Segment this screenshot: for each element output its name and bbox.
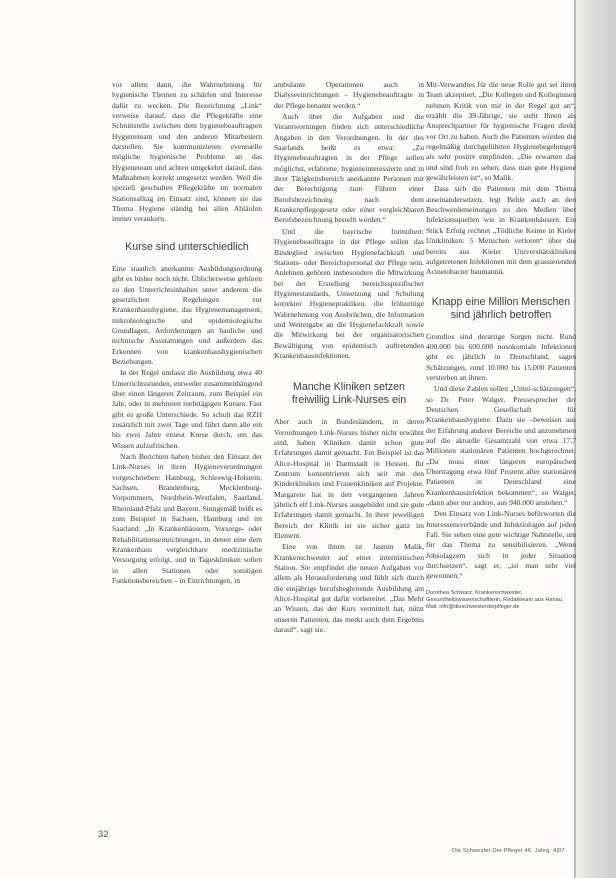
- column-1-paragraph-3: In der Regel umfasst die Ausbildung etwa 40 Unterrichtsstunden, entweder zusammenhängend über einen längeren Zeitraum, zum Beispiel ein Jahr, oder in mehreren mehrtägigen Kursen. Fast gibt es große Unterschiede. So schult das RZH zusätzlich mit zwei Tage und führt dann alle ein bis zwei Jahre erneut Kurse durch, um das Wissen aufzufrischen.: [112, 368, 262, 450]
- scan-edge-shadow: [574, 0, 616, 878]
- running-footer: Die Schwester Der Pfleger 46. Jahrg. 4|07: [452, 848, 565, 854]
- column-2-paragraph-5: Eine von ihnen ist Jasmin Malik, Krankenschwester auf einer internistischen Station. Sie empfindet die neuen Aufgaben vor allem als Herausforderung und fühlt sich durch die einjährige berufsbegleitende Ausbildung am Alice-Hospital gut dafür vorbereitet. „Das Mehr an Wissen, das der Kurs vermittelt hat, nützt unseren Patienten, das merkt auch dem Ergebnis darauf“, sagt sie.: [274, 542, 424, 635]
- column-1-paragraph-1: vor allem dann, die Wahrnehmung für hygienische Themen zu schärfen und Interesse dafür zu wecken. Die Bezeichnung „Link“ verweise darauf, dass die Pflegekräfte eine Schnittstelle zwischen dem hygienebeauftragten Hygieneteam und den anderen Mitarbeitern darstellen. Sie kommunizieren eventuelle mögliche hygienische Probleme an das Hygieneteam und achten umgekehrt darauf, dass Maßnahmen korrekt umgesetzt werden. Weil die speziell geschulten Pflegekräfte im normalen Stationsalltag im Einsatz sind, können sie das Thema Hygiene ständig bei allen Abläufen immer verankern.: [112, 80, 262, 224]
- column-3-paragraph-2: Dass sich die Patienten mit dem Thema auseinandersetzen, legt Behle auch an den Beschwerdemeinungen zu den Medien über Infektionsquellen wie in Krankenhäusern. Ein Stück Erfolg rechnet „Tödliche Keime in Kieler Unikliniken: 5 Menschen verloren“ über die bereits aus Kieler Universitätskliniken aufgetretenen Infektionen mit dem grassierenden Acinetobacter baumannii.: [426, 184, 576, 277]
- section-heading-kliniken: Manche Kliniken setzen freiwillig Link-Nurses ein: [291, 381, 407, 407]
- column-2-paragraph-3: Und die bayrische formuliert: Hygienebeauftragte in der Pflege sollen das Bindeglied zwischen Hygienefachkraft und Stations- oder Bereichspersonal der Pflege sein. Anlehnen gehören insbesondere die Mitwirkung bei der Erstellung bereichsspezifischer Hygienestandards, Umsetzung und Schulung korrekter Hygienepraktiken, die frühzeitige Wahrnehmung von Ausbrüchen, die Information und Weitergabe an die Hygienefachkraft sowie die Mitwirkung bei der organisatorischen Bewältigung von epidemisch auftretenden Krankenhausinfektionen.: [274, 226, 424, 360]
- page-number: 32: [98, 829, 109, 840]
- column-3-paragraph-5: Den Einsatz von Link-Nurses befürworten die Interessensverbände und Infektiologen auf jeden Fall. Sie sehen eine gute wichtige Nahtstelle, um für das Thema zu sensibilisieren. „Wenn Jobsolagzem sich in jeder Situation durchsetzen“, sagt er, „ist man sehr viel gewonnen.“: [426, 509, 576, 581]
- column-2-paragraph-2: Auch über die Aufgaben und die Verantwortungen finden sich unterschiedliche Angaben in den Verordnungen. In der des Saarlands heißt es etwa: „Zu Hygienebeauftragten in der Pflege sollen möglichst, erfahrene, hygieneinteressierte und in ihrer Tätigkeitsbereich anerkannte Personen mit der Berechtigung zum Führen einer Berufsbezeichnung nach dem Krankenpflegegesetz oder einer vergleichbaren Berufsbezeichnung bestellt werden.“: [274, 112, 424, 225]
- column-2-paragraph-4: Aber auch in Bundesländern, in deren Verordnungen Link-Nurses bisher nicht erwähnt sind, haben Kliniken damit schon gute Erfahrungen damit gemacht. Ein Beispiel ist das Alice-Hospital in Darmstadt in Hessen. Ihr Zentrum konzentrieren sich seit mit den Kinderkliniken und Frauenkliniken auf Projekte. Margarete hat in den vergangenen Jahren jährlich elf Link-Nurses ausgebildet und sie gute Erfahrungen damit gemacht. In ihrer jeweiligen Bereich der Klinik ist sie sicher ganz im Element.: [274, 417, 424, 541]
- article-column-2: [274, 80, 424, 637]
- article-column-1: [112, 80, 262, 587]
- column-2-paragraph-1: ambulante Operationen auch in Dialyseeinrichtungen – Hygienebeauftragte in der Pflege benannt werden.“: [274, 80, 424, 110]
- column-1-paragraph-4: Nach Berichten haben bisher den Einsatz der Link-Nurses in ihren Hygieneverordnungen vorgeschrieben: Hamburg, Schleswig-Holstein, Sachsen, Brandenburg, Mecklenburg-Vorpommern, Nordrhein-Westfalen, Saarland, Rheinland-Pfalz und Bayern. Sinngemäß heißt es zum Beispiel in Sachsen, Hamburg und im Saarland: „In Krankenhäusern, Vorsorge- oder Rehabilitationseinrichtungen, in denen eine dem Krankenhaus vergleichbare medizinische Versorgung erfolgt, und in Tageskliniken sollen in allen Stationen oder sonstigen Funktionsbereichen – in Einrichtungen, in: [112, 452, 262, 586]
- section-heading-million: Knapp eine Million Menschen sind jährlich betroffen: [431, 295, 571, 321]
- author-note: Dorothea Schwarz, Krankenschwester, Gesundheitswissenschaftlerin, Redakteurin aus Hanau, Mail: info@dieschwesterderpfleger.de: [426, 589, 564, 610]
- article-column-3: [426, 80, 576, 611]
- column-3-paragraph-3: Grundlos sind derartige Sorgen nicht. Rund 400.000 bis 600.000 nosokomiale Infektionen gibt es jährlich in Deutschland, sagen Schätzungen, rund 10.000 bis 15.000 Patienten versterben an ihnen.: [426, 331, 576, 382]
- column-3-paragraph-4: Und diese Zahlen sollen „Unter-schätzungen“, so Dr. Peter Walger, Pressesprecher der Deutschen Gesellschaft für Krankenhaushygiene. Dazu sie –beweisen aus der Erfahrung anderer Bereiche und anzunehmen auf die aktuelle Gesamtzahl von etwa 17,7 Millionen stationären Patienten hochgerechnet: „Da muss einer längeren europäischen Übertragung etwa fünf Prozent aller stationären Patienten in Deutschland eine Krankenhausinfektion bekommen“, so Walger, „dann aber nur andere, aus 940.000 anstehen.“: [426, 384, 576, 508]
- column-1-paragraph-2: Eine staatlich anerkannte Ausbildungsordnung gibt es bisher noch nicht. Üblicherweise gehören zu den Unterrichtsinhalten unter anderem die gesetzlichen Regelungen zur Krankenhaushygiene, das Hygienemanagement, mikrobiologische und epidemiologische Grundlagen, Anforderungen an bauliche und technische Ausstattungen und außerdem das Erkennen von krankenhaushygienischen Beziehungen.: [112, 263, 262, 366]
- column-3-paragraph-1: Mit-Verwandtes für die neue Rolle gut sei ihren Team akzeptiert. „Die Kollegen und Kolleginnen nehmen Kritik von mir in der Regel gut an“, erzählt die 39-Jährige, sie steht Ihnen als Ansprechpartner für hygienische Fragen direkt vor Ort zu haben. Auch die Patienten würden die regelmäßig durchgeführten Hygienebegehungen als sehr positiv empfinden. „Die erwarten das und sind froh zu sehen, dass man gute Hygiene gewährleisten ist“, so Malik.: [426, 80, 576, 183]
- section-heading-kurse: Kurse sind unterschiedlich: [125, 240, 249, 253]
